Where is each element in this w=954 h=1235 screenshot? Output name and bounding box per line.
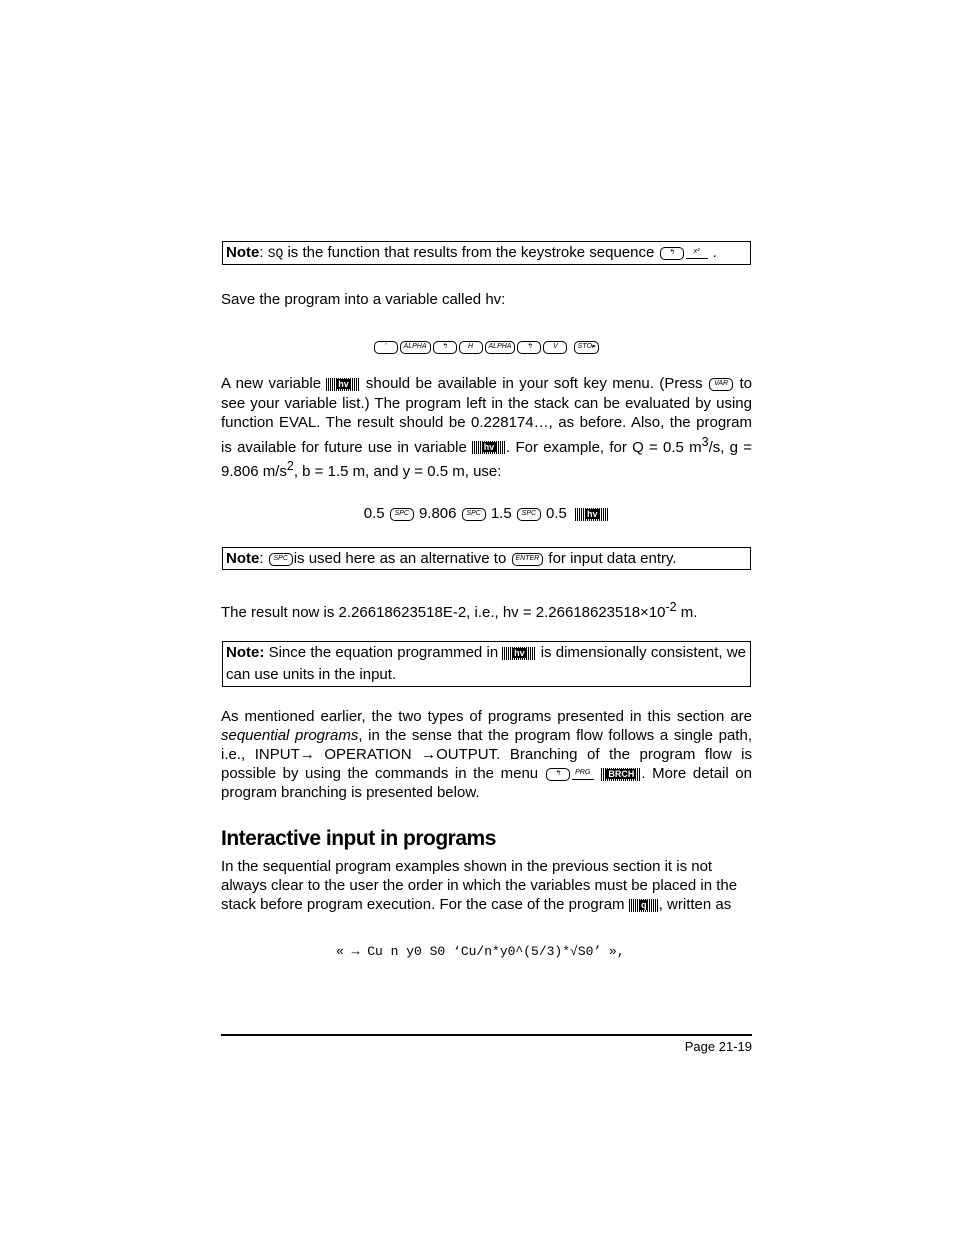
sto-key-icon: STO▸ (574, 341, 600, 354)
paragraph-interactive: In the sequential program examples shown in the previous section it is not always clear to the user the order in which the variables must be placed in the stack before program execution. For the case of the program q , written as (221, 858, 738, 913)
alpha-key-icon: ALPHA (400, 341, 431, 354)
h-key-icon: H (459, 341, 483, 354)
spc-key-icon: SPC (269, 553, 293, 566)
save-keystrokes (221, 338, 752, 355)
save-instruction: Save the program into a variable called hv: (221, 291, 506, 308)
paragraph-new-variable: A new variable hv should be available in your soft key menu. (Press VAR to see your variable list.) The program left in the stack can be evaluated by using function EVAL. The result should be 0.228174…, as before. Also, the program is available for future use in variable hv . For example, for Q = 0.5 $m^3/s$, g = 9.806 $m/s^2$, b = 1.5 m, and y = 0.5 m, use: (221, 375, 753, 480)
quote-key-icon: ' (374, 341, 398, 354)
note-text: is the function that results from the keystroke sequence (287, 244, 655, 261)
enter-key-icon: ENTER (512, 553, 544, 566)
spc-key-icon: SPC (390, 508, 414, 521)
note-box-units: Note: Since the equation programmed in hv is dimensionally consistent, we can use units in the input. (222, 641, 751, 687)
result-text: The result now is 2.26618623518E-2, i.e., hv = $2.26618623518\times 10^{-2}$ m. (221, 600, 698, 621)
paragraph-sequential: As mentioned earlier, the two types of programs presented in this section are sequential programs, in the sense that the program flow follows a single path, i.e., INPUT→ OPERATION →OUTPUT. Branching of the program flow is possible by using the commands in the menu ↰ PRG BRCH . More detail on program branching is presented below. (221, 708, 752, 801)
x-squared-key-icon: x² (686, 247, 708, 259)
note-label: Note (226, 244, 260, 261)
note-label: Note: (226, 644, 265, 661)
hv-softkey-icon: hv (502, 647, 536, 660)
program-code: « → Cu n y0 S0 ‘Cu/n*y0^(5/3)*√S0’ », (336, 944, 625, 959)
left-shift-key-icon: ↰ (660, 247, 684, 260)
note-label: Note (226, 550, 260, 567)
page-number: Page 21-19 (684, 1039, 752, 1054)
spc-key-icon: SPC (462, 508, 486, 521)
v-key-icon: V (543, 341, 567, 354)
prg-key-icon: PRG (572, 768, 594, 780)
hv-softkey-icon: hv (472, 441, 506, 454)
hv-softkey-icon: hv (575, 508, 609, 521)
left-shift-key-icon: ↰ (433, 341, 457, 354)
section-heading: Interactive input in programs (221, 827, 496, 850)
spc-key-icon: SPC (517, 508, 541, 521)
code-sq: SQ (267, 246, 284, 261)
alpha-key-icon: ALPHA (485, 341, 516, 354)
note-box-spc: Note: SPC is used here as an alternative to ENTER for input data entry. (222, 547, 751, 570)
brch-softkey-icon: BRCH (601, 768, 641, 781)
footer-rule (221, 1034, 752, 1036)
example-keystrokes: 0.5 SPC 9.806 SPC 1.5 SPC 0.5 hv (221, 505, 752, 522)
hv-softkey-icon: hv (326, 378, 360, 391)
note-box-sq: Note: SQ is the function that results from the keystroke sequence ↰ x² . (222, 241, 751, 265)
q-softkey-icon: q (629, 899, 659, 912)
left-shift-key-icon: ↰ (517, 341, 541, 354)
left-shift-key-icon: ↰ (546, 768, 570, 781)
var-key-icon: VAR (709, 378, 733, 391)
